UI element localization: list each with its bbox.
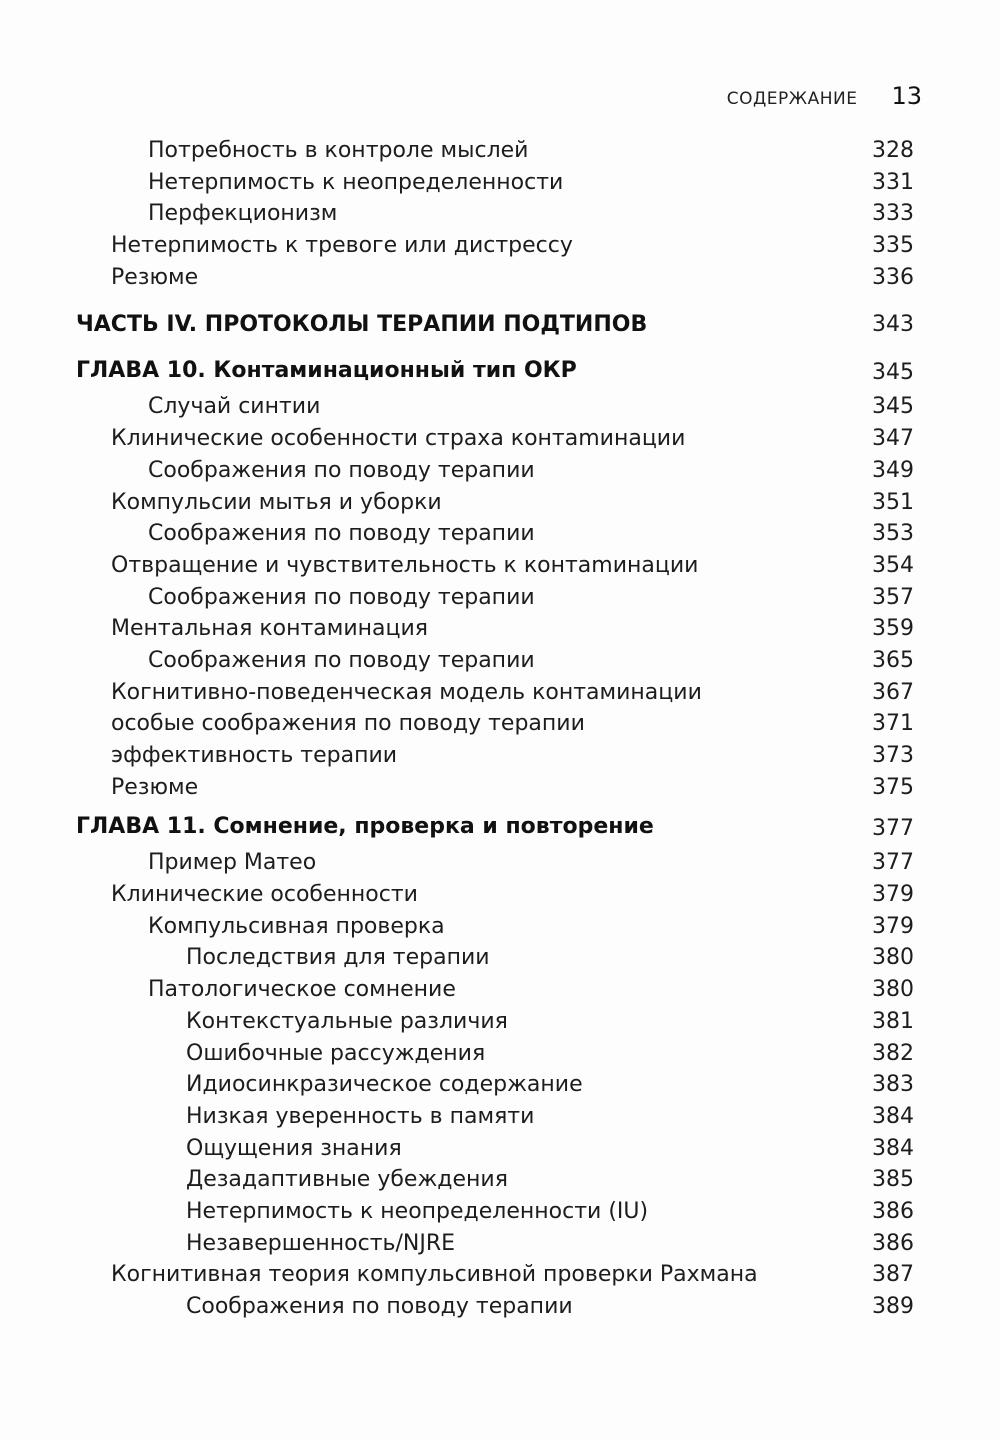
toc-entry — [0, 880, 1000, 912]
toc-entry-title: Резюме — [111, 264, 199, 290]
toc-entry-page: 353 — [872, 521, 914, 547]
toc-entry-title: особые соображения по поводу терапии — [111, 711, 585, 737]
toc-entry — [0, 773, 1000, 805]
toc-entry — [0, 912, 1000, 944]
toc-entry-title: Соображения по поводу терапии — [148, 521, 535, 547]
toc-entry-page: 379 — [872, 913, 914, 939]
toc-entry — [0, 424, 1000, 456]
toc-entry — [0, 199, 1000, 231]
toc-entry-page: 380 — [872, 977, 914, 1003]
toc-entry — [0, 583, 1000, 615]
toc-entry — [0, 646, 1000, 678]
toc-entry — [0, 456, 1000, 488]
toc-entry-title: Резюме — [111, 774, 199, 800]
toc-entry-page: 367 — [872, 679, 914, 705]
toc-entry-title: Контекстуальные различия — [186, 1008, 508, 1034]
toc-entry — [0, 709, 1000, 741]
toc-entry-page: 384 — [872, 1135, 914, 1161]
toc-entry-title: Дезадаптивные убеждения — [186, 1167, 508, 1193]
toc-entry — [0, 975, 1000, 1007]
toc-entry-title: Ощущения знания — [186, 1135, 402, 1161]
toc-entry — [0, 231, 1000, 263]
toc-entry-page: 375 — [872, 774, 914, 800]
toc-entry — [0, 1134, 1000, 1166]
toc-entry-page: 381 — [872, 1008, 914, 1034]
toc-entry — [0, 519, 1000, 551]
toc-entry-page: 354 — [872, 552, 914, 578]
toc-entry-page: 347 — [872, 426, 914, 452]
toc-entry — [0, 551, 1000, 583]
toc-entry-title: Соображения по поводу терапии — [148, 584, 535, 610]
toc-entry-title: Нетерпимость к неопределенности — [148, 169, 564, 195]
toc-entry — [0, 136, 1000, 168]
toc-part-heading — [0, 300, 1000, 348]
toc-entry — [0, 1039, 1000, 1071]
running-title: СОДЕРЖАНИЕ — [726, 89, 858, 109]
toc-entry-title: эффективность терапии — [111, 743, 398, 768]
toc-heading-title: ГЛАВА 10. Контаминационный тип ОКР — [76, 358, 577, 384]
toc-entry — [0, 1197, 1000, 1229]
toc-entry-page: 371 — [872, 711, 914, 737]
toc-entry — [0, 1102, 1000, 1134]
toc-entry — [0, 1292, 1000, 1324]
toc-entry — [0, 1260, 1000, 1292]
toc-heading-page: 345 — [872, 360, 914, 386]
toc-entry-page: 384 — [872, 1103, 914, 1129]
toc-entry-page: 331 — [872, 169, 914, 195]
toc-entry-title: Соображения по поводу терапии — [148, 457, 535, 483]
toc-entry — [0, 488, 1000, 520]
running-header — [727, 82, 922, 110]
toc-heading-title: ГЛАВА 11. Сомнение, проверка и повторение — [76, 814, 654, 840]
toc-entry — [0, 1070, 1000, 1102]
toc-heading-page: 343 — [872, 312, 914, 338]
toc-entry-title: Незавершенность/NJRE — [186, 1230, 456, 1256]
toc-entry-page: 345 — [872, 394, 914, 420]
toc-entry — [0, 943, 1000, 975]
toc-entry — [0, 1165, 1000, 1197]
toc-chapter-heading — [0, 804, 1000, 848]
toc-entry-page: 357 — [872, 584, 914, 610]
toc-entry-title: Соображения по поводу терапии — [148, 647, 535, 673]
toc-entry — [0, 168, 1000, 200]
toc-entry-title: Клинические особенности страха контаmинации — [111, 426, 686, 452]
toc-entry-title: Когнитивно-поведенческая модель контаминации — [111, 679, 702, 705]
toc-entry-title: Случай синтии — [148, 394, 321, 420]
toc-entry-page: 379 — [872, 882, 914, 908]
toc-entry-title: Ментальная контаминация — [111, 616, 429, 642]
toc-entry-page: 377 — [872, 850, 914, 876]
toc-entry — [0, 263, 1000, 295]
toc-entry-page: 389 — [872, 1294, 914, 1319]
toc-entry-title: Перфекционизм — [148, 201, 338, 227]
toc-entry-title: Нетерпимость к неопределенности (IU) — [186, 1198, 649, 1224]
toc-entry — [0, 1229, 1000, 1261]
toc-entry-page: 382 — [872, 1040, 914, 1066]
toc-entry — [0, 614, 1000, 646]
page-number: 13 — [891, 82, 922, 110]
toc-entry-page: 386 — [872, 1230, 914, 1256]
toc-entry-page: 359 — [872, 616, 914, 642]
toc-entry-title: Нетерпимость к тревоге или дистрессу — [111, 233, 573, 259]
toc-entry-title: Ошибочные рассуждения — [186, 1040, 486, 1066]
toc-entry-title: Компульсии мытья и уборки — [111, 489, 442, 515]
toc-chapter-heading — [0, 348, 1000, 392]
toc-heading-title: ЧАСТЬ IV. ПРОТОКОЛЫ ТЕРАПИИ ПОДТИПОВ — [76, 312, 648, 338]
toc-entry-page: 336 — [872, 264, 914, 290]
toc-entry — [0, 678, 1000, 710]
toc-entry — [0, 741, 1000, 773]
toc-entry-title: Соображения по поводу терапии — [186, 1294, 573, 1319]
toc-entry-page: 387 — [872, 1262, 914, 1288]
table-of-contents — [0, 136, 1000, 1324]
toc-entry-page: 328 — [872, 138, 914, 163]
toc-entry-page: 385 — [872, 1167, 914, 1193]
toc-entry-page: 386 — [872, 1198, 914, 1224]
toc-entry-title: Отвращение и чувствительность к контаmинации — [111, 552, 699, 578]
toc-entry-page: 380 — [872, 945, 914, 971]
toc-entry-title: Пример Матео — [148, 850, 317, 876]
toc-heading-page: 377 — [872, 816, 914, 842]
toc-entry-title: Компульсивная проверка — [148, 913, 445, 939]
toc-entry-page: 349 — [872, 457, 914, 483]
toc-entry-title: Последствия для терапии — [186, 945, 490, 971]
toc-entry-page: 373 — [872, 743, 914, 768]
toc-entry-title: Клинические особенности — [111, 882, 418, 908]
toc-entry-title: Низкая уверенность в памяти — [186, 1103, 535, 1129]
toc-entry-page: 365 — [872, 647, 914, 673]
toc-entry — [0, 392, 1000, 424]
toc-entry-page: 333 — [872, 201, 914, 227]
toc-entry-title: Идиосинкразическое содержание — [186, 1072, 583, 1098]
toc-entry — [0, 848, 1000, 880]
toc-entry — [0, 1007, 1000, 1039]
toc-entry-title: Потребность в контроле мыслей — [148, 138, 529, 163]
toc-entry-title: Когнитивная теория компульсивной проверки Рахмана — [111, 1262, 758, 1288]
toc-entry-page: 383 — [872, 1072, 914, 1098]
toc-entry-title: Патологическое сомнение — [148, 977, 456, 1003]
toc-entry-page: 351 — [872, 489, 914, 515]
toc-entry-page: 335 — [872, 233, 914, 259]
